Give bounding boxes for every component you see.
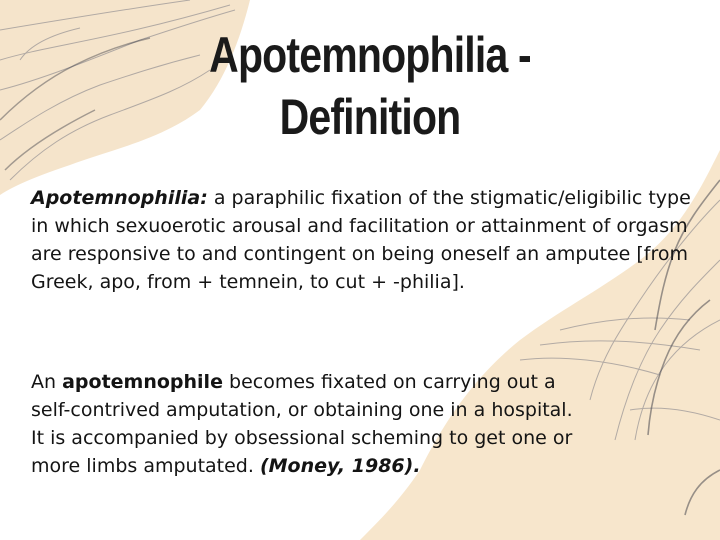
- page-title: Apotemnophilia - Definition: [209, 27, 531, 145]
- citation: (Money, 1986).: [259, 455, 421, 477]
- description-term: apotemnophile: [62, 371, 223, 393]
- definition-term: Apotemnophilia:: [31, 187, 208, 209]
- description-prefix: An: [31, 371, 63, 393]
- description-paragraph: [31, 368, 591, 480]
- description-text: becomes fixated on carrying out a self-contrived amputation, or obtaining one in a hospital. It is accompanied by obsessional scheming to get one or more limbs amputated.: [31, 371, 573, 477]
- definition-paragraph: [31, 184, 691, 296]
- definition-text: a paraphilic fixation of the stigmatic/eligibilic type in which sexuoerotic arousal and facilitation or attainment of orgasm are responsive to and contingent on being oneself an amputee [from Greek, apo, from + temnein, to cut + -philia].: [31, 187, 691, 293]
